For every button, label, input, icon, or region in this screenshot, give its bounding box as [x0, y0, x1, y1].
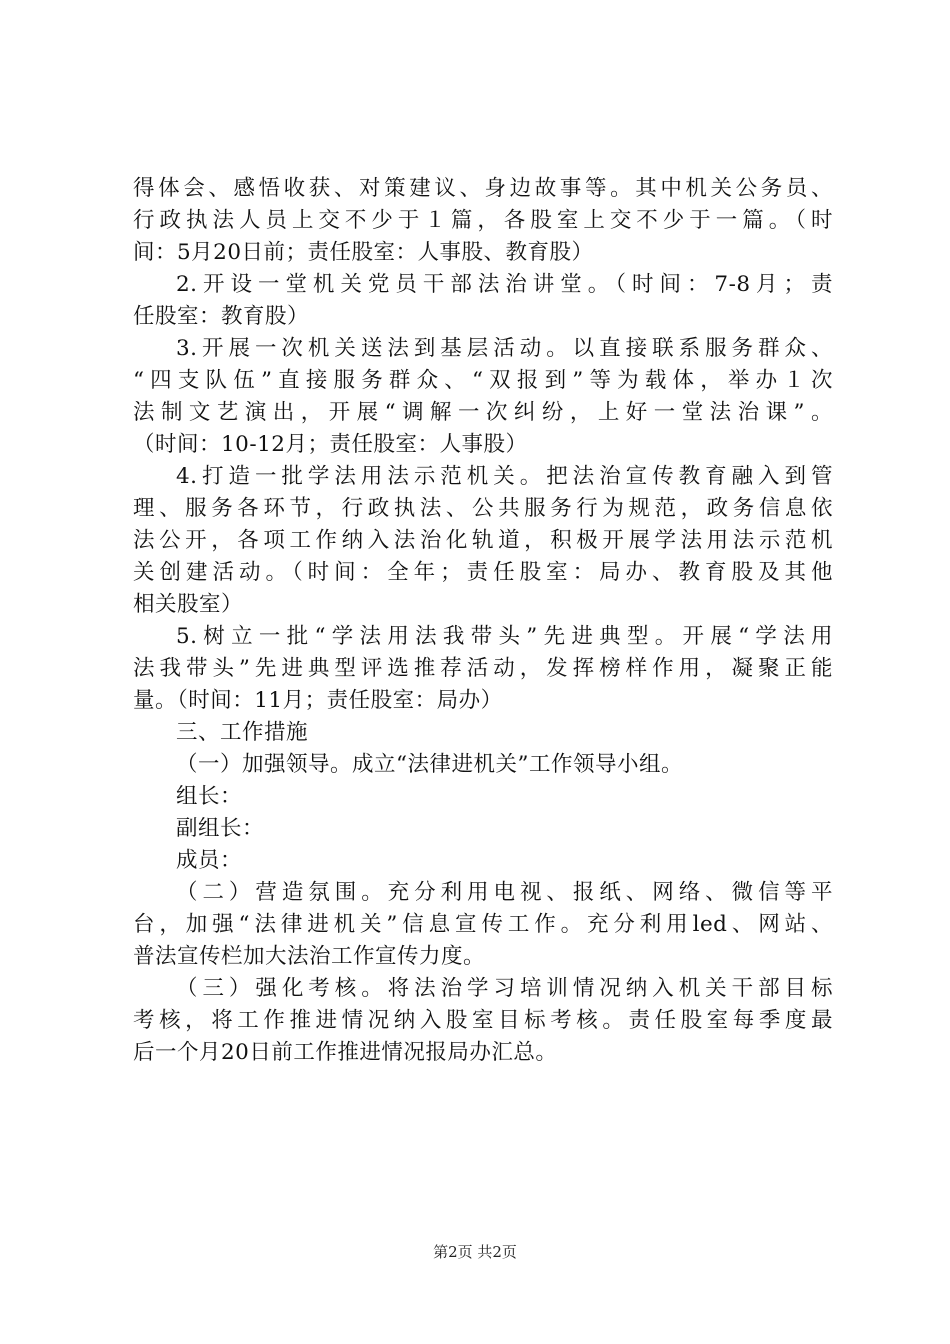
text-line: 普法宣传栏加大法治工作宣传力度。: [133, 944, 486, 969]
text-line: 法我带头”先进典型评选推荐活动，发挥榜样作用，凝聚正能: [133, 656, 833, 681]
text-line: 成员：: [176, 848, 243, 873]
text-line: 5.树立一批“学法用法我带头”先进典型。开展“学法用: [176, 624, 833, 649]
text-line: 3.开展一次机关送法到基层活动。以直接联系服务群众、: [176, 336, 833, 361]
text-line: 台，加强“法律进机关”信息宣传工作。充分利用led、网站、: [133, 912, 833, 937]
text-line: 考核，将工作推进情况纳入股室目标考核。责任股室每季度最: [133, 1008, 833, 1033]
text-line: 量。（时间：11月；责任股室：局办）: [133, 688, 503, 713]
text-line: 任股室：教育股）: [133, 304, 310, 329]
text-line: 法公开，各项工作纳入法治化轨道，积极开展学法用法示范机: [133, 528, 833, 553]
text-line: （一）加强领导。成立“法律进机关”工作领导小组。: [176, 752, 683, 777]
text-line: 间：5月20日前；责任股室：人事股、教育股）: [133, 240, 594, 265]
text-line: 4.打造一批学法用法示范机关。把法治宣传教育融入到管: [176, 464, 833, 489]
page-number-footer: 第2页 共2页: [433, 1243, 517, 1261]
document-body: [133, 173, 833, 1069]
text-line: （时间：10-12月；责任股室：人事股）: [133, 432, 528, 457]
text-line: 副组长：: [176, 816, 265, 841]
text-line: 关创建活动。（时间：全年；责任股室：局办、教育股及其他: [133, 560, 833, 585]
text-line: 相关股室）: [133, 592, 244, 617]
text-line: 组长：: [176, 784, 243, 809]
text-line: （二）营造氛围。充分利用电视、报纸、网络、微信等平: [176, 880, 833, 905]
text-line: 理、服务各环节，行政执法、公共服务行为规范，政务信息依: [133, 496, 833, 521]
text-line: “四支队伍”直接服务群众、“双报到”等为载体，举办１次: [133, 368, 833, 393]
section-heading: 三、工作措施: [176, 720, 309, 745]
text-line: 后一个月20日前工作推进情况报局办汇总。: [133, 1040, 558, 1065]
text-line: 行政执法人员上交不少于１篇，各股室上交不少于一篇。（时: [133, 208, 833, 233]
text-line: （三）强化考核。将法治学习培训情况纳入机关干部目标: [176, 976, 833, 1001]
text-line: 得体会、感悟收获、对策建议、身边故事等。其中机关公务员、: [133, 176, 833, 201]
text-line: 法制文艺演出，开展“调解一次纠纷，上好一堂法治课”。: [133, 400, 833, 425]
text-line: 2.开设一堂机关党员干部法治讲堂。（时间：7-8月；责: [176, 272, 833, 297]
